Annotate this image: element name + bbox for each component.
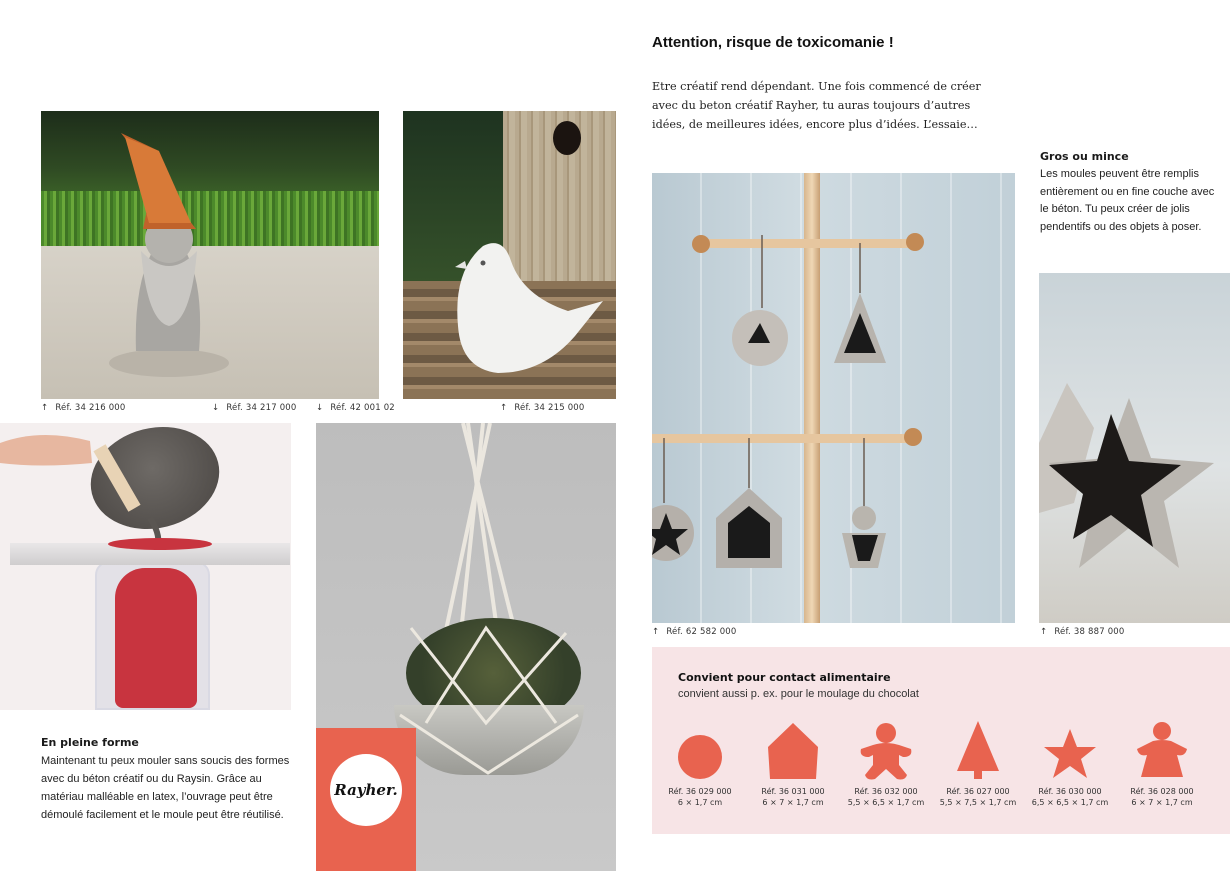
gnome-photo xyxy=(41,111,379,399)
ref-caption: ↑ Réf. 62 582 000 xyxy=(652,627,737,637)
ref-caption: ↑ Réf. 38 887 000 xyxy=(1040,627,1125,637)
page-heading: Attention, risque de toxicomanie ! xyxy=(652,34,894,51)
mold-item: Réf. 36 031 000 6 × 7 × 1,7 cm xyxy=(747,719,839,807)
bird-photo xyxy=(403,111,616,399)
food-safe-panel xyxy=(652,647,1230,834)
house-shape-icon xyxy=(766,719,820,781)
mold-item: Réf. 36 032 000 5,5 × 6,5 × 1,7 cm xyxy=(840,719,932,807)
mold-item: Réf. 36 029 000 6 × 1,7 cm xyxy=(654,719,746,807)
section-body: Maintenant tu peux mouler sans soucis des formes avec du béton créatif ou du Raysin. Grâce au matériau malléable en latex, l’ouvrage peut être démoulé facilement et le moule peut être réutilisé. xyxy=(41,755,290,821)
section-title: En pleine forme xyxy=(41,736,139,749)
star-shape-icon xyxy=(1043,719,1097,781)
section-body: Les moules peuvent être remplis entièrement ou en fine couche avec le béton. Tu peux créer de jolis pendentifs ou des objets à poser. xyxy=(1040,168,1215,233)
star-photo xyxy=(1039,273,1230,623)
ref-caption: ↑ Réf. 34 215 000 xyxy=(500,403,585,413)
brand-badge xyxy=(316,728,416,871)
intro-paragraph: Etre créatif rend dépendant. Une fois commencé de créer avec du beton créatif Rayher, tu auras toujours d’autres idées, de meilleures idées, encore plus d’idées. L’essaie… xyxy=(652,80,981,131)
rayher-logo: Rayher. xyxy=(330,754,402,826)
ref-caption: ↓ Réf. 34 217 000 xyxy=(212,403,297,413)
ref-caption: ↓ Réf. 42 001 02 xyxy=(316,403,395,413)
tree-shape-icon xyxy=(951,719,1005,781)
pouring-concrete-photo xyxy=(0,423,291,710)
circle-shape-icon xyxy=(673,719,727,781)
panel-title: Convient pour contact alimentaire xyxy=(678,671,891,684)
gingerbread-man-shape-icon xyxy=(859,719,913,781)
angel-shape-icon xyxy=(1135,719,1189,781)
ornaments-photo xyxy=(652,173,1015,623)
mold-item: Réf. 36 028 000 6 × 7 × 1,7 cm xyxy=(1116,719,1208,807)
panel-subtitle: convient aussi p. ex. pour le moulage du chocolat xyxy=(678,688,919,700)
mold-item: Réf. 36 030 000 6,5 × 6,5 × 1,7 cm xyxy=(1024,719,1116,807)
ref-caption: ↑ Réf. 34 216 000 xyxy=(41,403,126,413)
section-title: Gros ou mince xyxy=(1040,150,1129,163)
mold-item: Réf. 36 027 000 5,5 × 7,5 × 1,7 cm xyxy=(932,719,1024,807)
